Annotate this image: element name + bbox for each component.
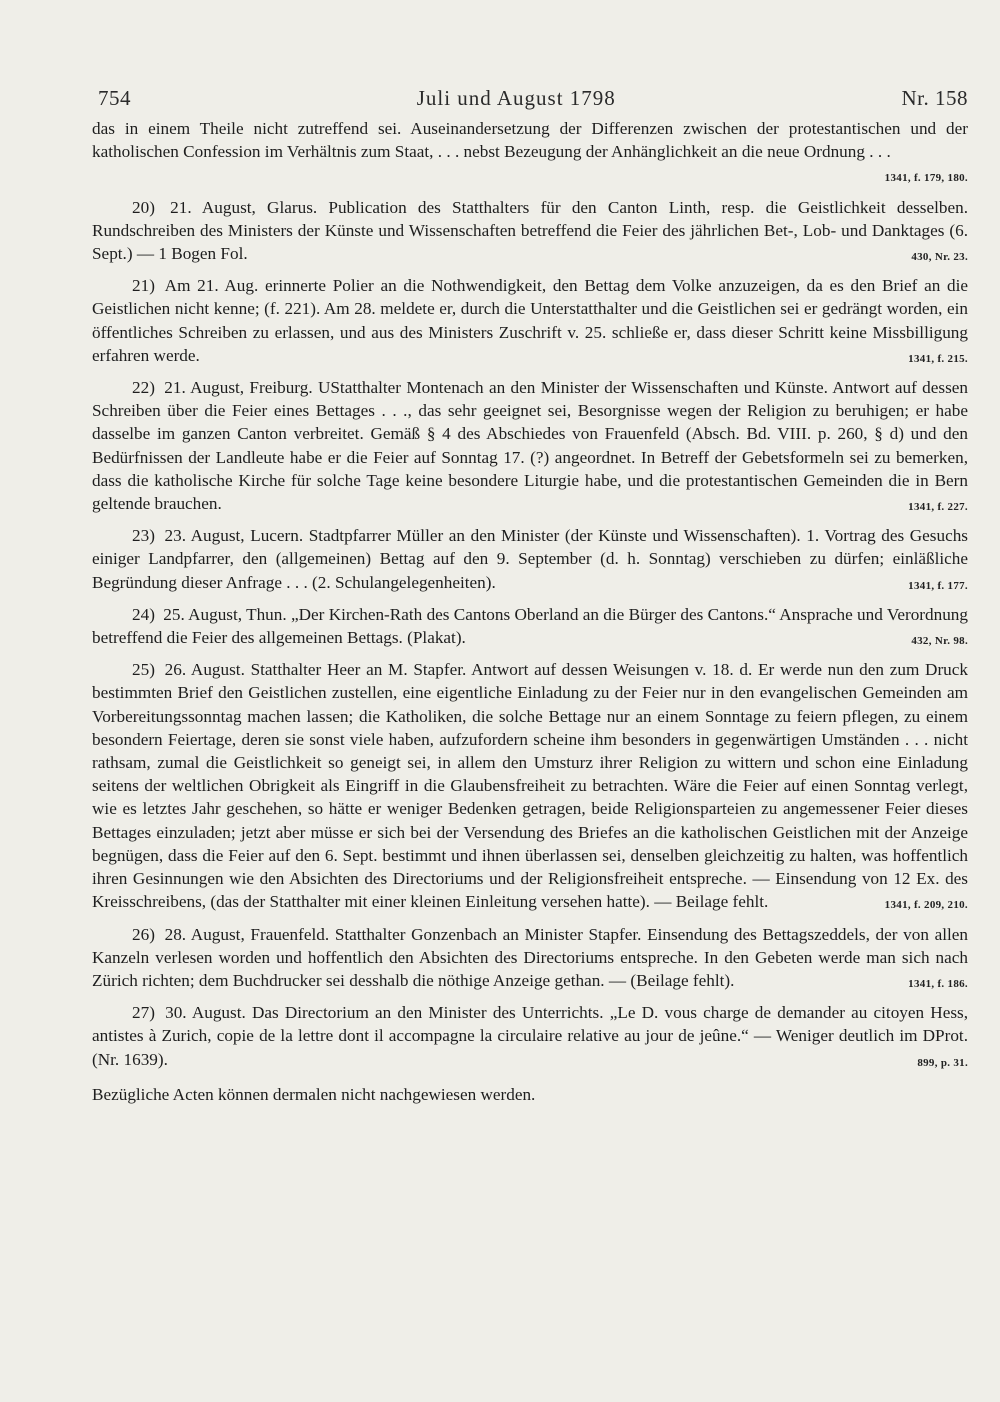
entry-25 bbox=[92, 658, 968, 917]
entry-number: 22) bbox=[132, 378, 155, 398]
archive-reference: 899, p. 31. bbox=[917, 1056, 968, 1069]
entry-text: 21. August, Freiburg. UStatthalter Montenach an den Minister der Wissenschaften und Künste. Antwort auf dessen Schreiben über die Feier eines Bettages . . ., das sehr geeignet sei, Besorgnisse wegen der Religion zu beruhigen; er habe dasselbe im ganzen Canton verbreitet. Gemäß § 4 des Abschiedes von Frauenfeld (Absch. Bd. VIII. p. 260, § d) und den Bedürfnissen der Landleute habe er die Feier auf Sonntag 17. (?) angeordnet. In Betreff der Gebetsformeln sei zu bemerken, dass die katholische Kirche für solche Tage keine besondere Liturgie habe, und die protestantischen Gemeinden die in Bern geltende brauchen. bbox=[92, 378, 969, 514]
archive-reference: 1341, f. 186. bbox=[908, 977, 968, 990]
entry-23 bbox=[92, 524, 968, 598]
entry-22 bbox=[92, 376, 968, 519]
archive-reference: 432, Nr. 98. bbox=[911, 635, 968, 648]
entry-24 bbox=[92, 603, 968, 653]
entry-number: 27) bbox=[132, 1003, 155, 1023]
entry-text: 21. August, Glarus. Publication des Statthalters für den Canton Linth, resp. die Geistlichkeit desselben. Rundschreiben des Ministers der Künste und Wissenschaften betreffend die Feier des jährlichen Bet-, Lob- und Danktages (6. Sept.) — 1 Bogen Fol. bbox=[92, 197, 968, 264]
entry-26 bbox=[92, 923, 968, 997]
entry-text: Am 21. Aug. erinnerte Polier an die Nothwendigkeit, den Bettag dem Volke anzuzeigen, da es den Brief an die Geistlichen nicht kenne; (f. 221). Am 28. meldete er, durch die Unterstatthalter und die Geistlichen sei er gedrängt worden, ein öffentliches Schreiben zu erlassen, und aus des Ministers Zuschrift v. 25. schließe er, dass dieser Schritt keine Missbilligung erfahren werde. bbox=[92, 276, 968, 365]
entry-20 bbox=[92, 196, 968, 270]
entry-text: 23. August, Lucern. Stadtpfarrer Müller an den Minister (der Künste und Wissenschaften). 1. Vortrag des Gesuchs einiger Landpfarrer, den (allgemeinen) Bettag auf den 9. September (d. h. Sonntag) verschieben zu dürfen; einläßliche Begründung dieser Anfrage . . . (2. Schulangelegenheiten). bbox=[92, 526, 968, 592]
entry-number: 24) bbox=[132, 604, 155, 624]
page-header bbox=[98, 86, 968, 111]
entry-number: 26) bbox=[132, 924, 155, 944]
entry-continuation bbox=[92, 117, 968, 191]
archive-reference: 1341, f. 227. bbox=[908, 501, 968, 514]
entry-27 bbox=[92, 1001, 968, 1075]
running-title: Juli und August 1798 bbox=[416, 86, 616, 110]
archive-reference: 1341, f. 215. bbox=[908, 352, 968, 365]
entry-number: 20) bbox=[132, 197, 155, 217]
document-page bbox=[92, 86, 968, 1106]
entry-text: 25. August, Thun. „Der Kirchen-Rath des Cantons Oberland an die Bürger des Cantons.“ Ansprache und Verordnung betreffend die Feier des allgemeinen Bettags. (Plakat). bbox=[92, 604, 968, 648]
entry-text: das in einem Theile nicht zutreffend sei. Auseinandersetzung der Differenzen zwischen der protestantischen und der katholischen Confession im Verhältnis zum Staat, . . . nebst Bezeugung der Anhänglichkeit an die neue Ordnung . . . bbox=[92, 119, 968, 162]
entry-number: 23) bbox=[132, 526, 155, 546]
archive-reference: 1341, f. 179, 180. bbox=[884, 172, 968, 185]
closing-note: Bezügliche Acten können dermalen nicht nachgewiesen werden. bbox=[92, 1084, 536, 1104]
archive-reference: 1341, f. 209, 210. bbox=[884, 899, 968, 912]
page-number: 754 bbox=[98, 86, 131, 110]
document-number: Nr. 158 bbox=[901, 86, 968, 110]
archive-reference: 430, Nr. 23. bbox=[911, 251, 968, 264]
archive-reference: 1341, f. 177. bbox=[908, 579, 968, 592]
entry-number: 25) bbox=[132, 660, 155, 680]
entry-text: 30. August. Das Directorium an den Minister des Unterrichts. „Le D. vous charge de demander au citoyen Hess, antistes à Zurich, copie de la lettre dont il accompagne la circulaire relative au jour de jeûne.“ — Weniger deutlich im DProt. (Nr. 1639). bbox=[92, 1003, 969, 1069]
entry-number: 21) bbox=[132, 276, 155, 296]
entry-text: 26. August. Statthalter Heer an M. Stapfer. Antwort auf dessen Weisungen v. 18. d. Er werde nun den zum Druck bestimmten Brief den Geistlichen zustellen, eine eigentliche Einladung zu der Feier nur in den evangelischen Gemeinden am Vorbereitungssonntag machen lassen; die Katholiken, die solche Bettage nur an einem Sonntage zu feiern pflegen, zu einem besondern Feiertage, deren sie sonst viele haben, aufzufordern scheine ihm besonders in gegenwärtigen Umständen . . . nicht rathsam, zumal die Geistlichkeit so geneigt sei, in allem den Umsturz ihrer Religion zu wittern und schon eine Einladung seitens der weltlichen Obrigkeit als Eingriff in die Glaubensfreiheit zu betrachten. Wäre die Feier auf einen Sonntag verlegt, wie es letztes Jahr geschehen, so hätte er weniger Bedenken getragen, beide Religionsparteien zu angemessener Feier dieses Bettages einzuladen; jetzt aber müsse er sich bei der Versendung des Briefes an die katholischen Geistlichen mit der Anzeige begnügen, dass die Feier auf den 6. Sept. bestimmt und ihnen überlassen sei, denselben gleichzeitig zu halten, was hoffentlich ihren Gesinnungen wie den Absichten des Directoriums und der Religionsfreiheit entspreche. — Einsendung von 12 Ex. des Kreisschreibens, (das der Statthalter mit einer kleinen Einleitung versehen hatte). — Beilage fehlt. bbox=[92, 660, 968, 912]
entry-21 bbox=[92, 274, 968, 371]
entry-text: 28. August, Frauenfeld. Statthalter Gonzenbach an Minister Stapfer. Einsendung des Bettagszeddels, der von allen Kanzeln verlesen worden und hoffentlich den Absichten des Directoriums entspreche. In den Gebeten werde man sich nach Zürich richten; dem Buchdrucker sei desshalb die nöthige Anzeige gethan. — (Beilage fehlt). bbox=[92, 924, 969, 990]
